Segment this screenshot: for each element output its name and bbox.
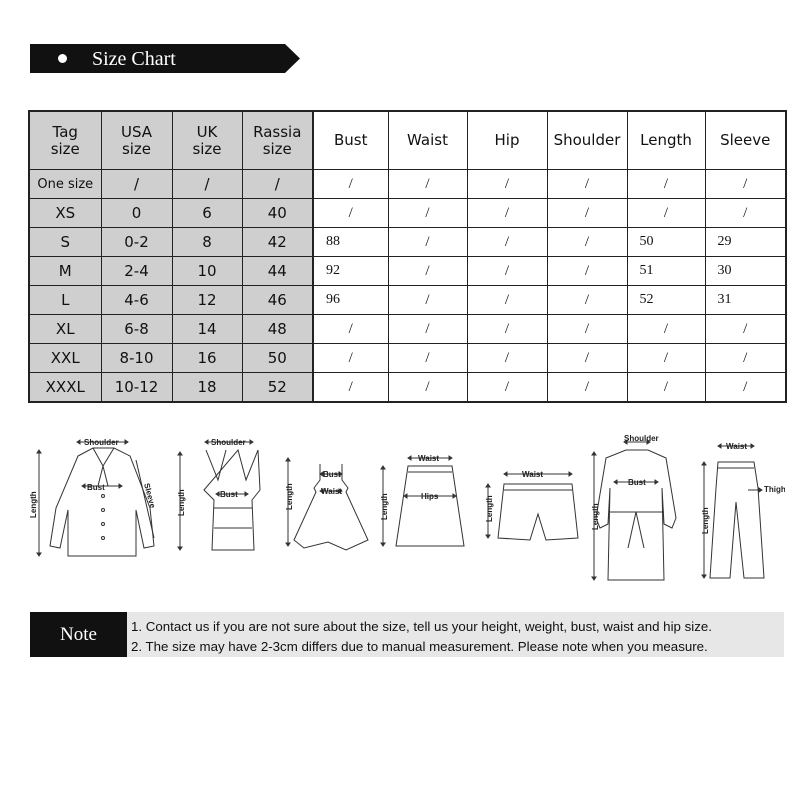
table-cell: 31	[705, 286, 786, 315]
table-cell: /	[388, 170, 467, 199]
table-cell: /	[467, 199, 547, 228]
coat-diagram	[592, 440, 676, 580]
jeans-thigh-label: Thigh	[764, 485, 785, 494]
bullet-icon	[58, 54, 67, 63]
header-cell	[29, 111, 101, 170]
table-cell: /	[101, 170, 172, 199]
skirt-hips-label: Hips	[421, 492, 439, 501]
table-cell: /	[313, 170, 388, 199]
table-cell: XS	[29, 199, 101, 228]
table-cell: /	[547, 257, 627, 286]
table-cell: 16	[172, 344, 242, 373]
table-cell: 29	[705, 228, 786, 257]
vest-shoulder-label: Shoulder	[211, 438, 246, 447]
garment-illustrations	[28, 428, 785, 598]
header-cell	[705, 111, 786, 170]
table-cell: 2-4	[101, 257, 172, 286]
vest-top-diagram	[178, 440, 260, 550]
table-cell: /	[705, 170, 786, 199]
coat-shoulder-label: Shoulder	[624, 434, 659, 443]
table-row	[29, 228, 786, 257]
table-cell: /	[547, 228, 627, 257]
table-cell: /	[172, 170, 242, 199]
table-cell: 44	[242, 257, 313, 286]
size-chart-banner	[30, 44, 300, 73]
vest-length-label: Length	[177, 489, 186, 516]
table-cell: XL	[29, 315, 101, 344]
table-cell: 10	[172, 257, 242, 286]
table-cell: 50	[627, 228, 705, 257]
table-cell: /	[467, 373, 547, 403]
dress-waist-label: Waist	[321, 487, 343, 496]
table-cell: /	[313, 315, 388, 344]
table-cell: /	[627, 315, 705, 344]
table-cell: /	[467, 257, 547, 286]
table-cell: 40	[242, 199, 313, 228]
table-cell: 0-2	[101, 228, 172, 257]
table-cell: /	[547, 344, 627, 373]
banner-title: Size Chart	[92, 48, 176, 70]
size-table	[28, 110, 787, 403]
header-cell	[313, 111, 388, 170]
table-row	[29, 344, 786, 373]
table-cell: /	[388, 286, 467, 315]
table-cell: 88	[313, 228, 388, 257]
table-cell: /	[313, 344, 388, 373]
table-cell: /	[388, 257, 467, 286]
note-line-2: 2. The size may have 2-3cm differs due to manual measurement. Please note when you measure.	[131, 639, 708, 654]
header-cell	[467, 111, 547, 170]
table-cell: 10-12	[101, 373, 172, 403]
table-cell: /	[467, 344, 547, 373]
header-cell	[101, 111, 172, 170]
note-line-1: 1. Contact us if you are not sure about the size, tell us your height, weight, bust, waist and hip size.	[131, 619, 712, 634]
note-lines	[131, 617, 712, 657]
blouse-bust-label: Bust	[87, 483, 105, 492]
table-cell: /	[467, 170, 547, 199]
table-cell: /	[705, 344, 786, 373]
header-line-1: USA	[120, 122, 153, 141]
table-cell: /	[313, 373, 388, 403]
header-line-1: Sleeve	[720, 131, 771, 149]
table-row	[29, 315, 786, 344]
table-cell: M	[29, 257, 101, 286]
table-row	[29, 373, 786, 403]
table-cell: 52	[627, 286, 705, 315]
header-cell	[242, 111, 313, 170]
header-cell	[547, 111, 627, 170]
table-cell: 46	[242, 286, 313, 315]
table-cell: 4-6	[101, 286, 172, 315]
table-cell: /	[388, 373, 467, 403]
table-cell: /	[705, 373, 786, 403]
table-cell: One size	[29, 170, 101, 199]
header-line-1: Bust	[334, 131, 368, 149]
note-box	[30, 612, 784, 657]
table-cell: 18	[172, 373, 242, 403]
table-cell: 6-8	[101, 315, 172, 344]
blouse-shoulder-label: Shoulder	[84, 438, 119, 447]
table-cell: /	[467, 315, 547, 344]
skirt-diagram	[381, 456, 464, 546]
blouse-sleeve-label: Sleeve	[142, 482, 158, 510]
table-cell: 52	[242, 373, 313, 403]
table-cell: /	[313, 199, 388, 228]
shorts-waist-label: Waist	[522, 470, 544, 479]
table-cell: /	[388, 228, 467, 257]
table-cell: 48	[242, 315, 313, 344]
table-row	[29, 257, 786, 286]
table-cell: XXL	[29, 344, 101, 373]
garment-diagrams	[28, 428, 785, 598]
table-cell: 30	[705, 257, 786, 286]
table-cell: 50	[242, 344, 313, 373]
table-cell: /	[547, 315, 627, 344]
table-cell: /	[705, 199, 786, 228]
skirt-length-label: Length	[380, 493, 389, 520]
table-cell: /	[467, 286, 547, 315]
header-line-1: Rassia	[253, 122, 302, 141]
table-row	[29, 199, 786, 228]
table-cell: /	[627, 199, 705, 228]
vest-bust-label: Bust	[220, 490, 238, 499]
table-cell: /	[547, 170, 627, 199]
shorts-length-label: Length	[485, 495, 494, 522]
dress-bust-label: Bust	[323, 470, 341, 479]
table-cell: /	[547, 286, 627, 315]
header-line-1: Length	[640, 131, 692, 149]
table-cell: 42	[242, 228, 313, 257]
table-cell: /	[627, 170, 705, 199]
table-cell: /	[467, 228, 547, 257]
table-cell: L	[29, 286, 101, 315]
table-cell: /	[627, 344, 705, 373]
table-cell: /	[547, 199, 627, 228]
note-label: Note	[30, 612, 127, 657]
table-row	[29, 286, 786, 315]
table-cell: 51	[627, 257, 705, 286]
table-cell: /	[627, 373, 705, 403]
header-row	[29, 111, 786, 170]
coat-length-label: Length	[591, 503, 600, 530]
header-line-2: size	[192, 139, 222, 158]
header-line-1: Tag	[52, 122, 78, 141]
header-cell	[388, 111, 467, 170]
table-cell: /	[242, 170, 313, 199]
table-row	[29, 170, 786, 199]
header-line-1: UK	[196, 122, 218, 141]
dress-length-label: Length	[285, 483, 294, 510]
table-cell: 0	[101, 199, 172, 228]
header-line-1: Shoulder	[553, 131, 621, 149]
table-cell: /	[388, 199, 467, 228]
blouse-diagram	[37, 440, 154, 556]
table-cell: XXXL	[29, 373, 101, 403]
table-cell: /	[388, 344, 467, 373]
table-cell: /	[547, 373, 627, 403]
jeans-waist-label: Waist	[726, 442, 748, 451]
table-cell: 6	[172, 199, 242, 228]
header-line-1: Waist	[407, 131, 448, 149]
header-line-2: size	[262, 139, 292, 158]
blouse-length-label: Length	[29, 491, 38, 518]
header-line-2: size	[121, 139, 152, 158]
table-cell: 14	[172, 315, 242, 344]
table-cell: 92	[313, 257, 388, 286]
coat-bust-label: Bust	[628, 478, 646, 487]
header-line-2: size	[50, 139, 80, 158]
header-cell	[172, 111, 242, 170]
table-cell: 12	[172, 286, 242, 315]
header-line-1: Hip	[494, 131, 520, 149]
table-cell: S	[29, 228, 101, 257]
shorts-diagram	[486, 472, 578, 540]
jeans-diagram	[702, 444, 764, 578]
table-cell: 8	[172, 228, 242, 257]
header-cell	[627, 111, 705, 170]
table-cell: 8-10	[101, 344, 172, 373]
table-cell: 96	[313, 286, 388, 315]
table-cell: /	[705, 315, 786, 344]
jeans-length-label: Length	[701, 507, 710, 534]
table-cell: /	[388, 315, 467, 344]
skirt-waist-label: Waist	[418, 454, 440, 463]
